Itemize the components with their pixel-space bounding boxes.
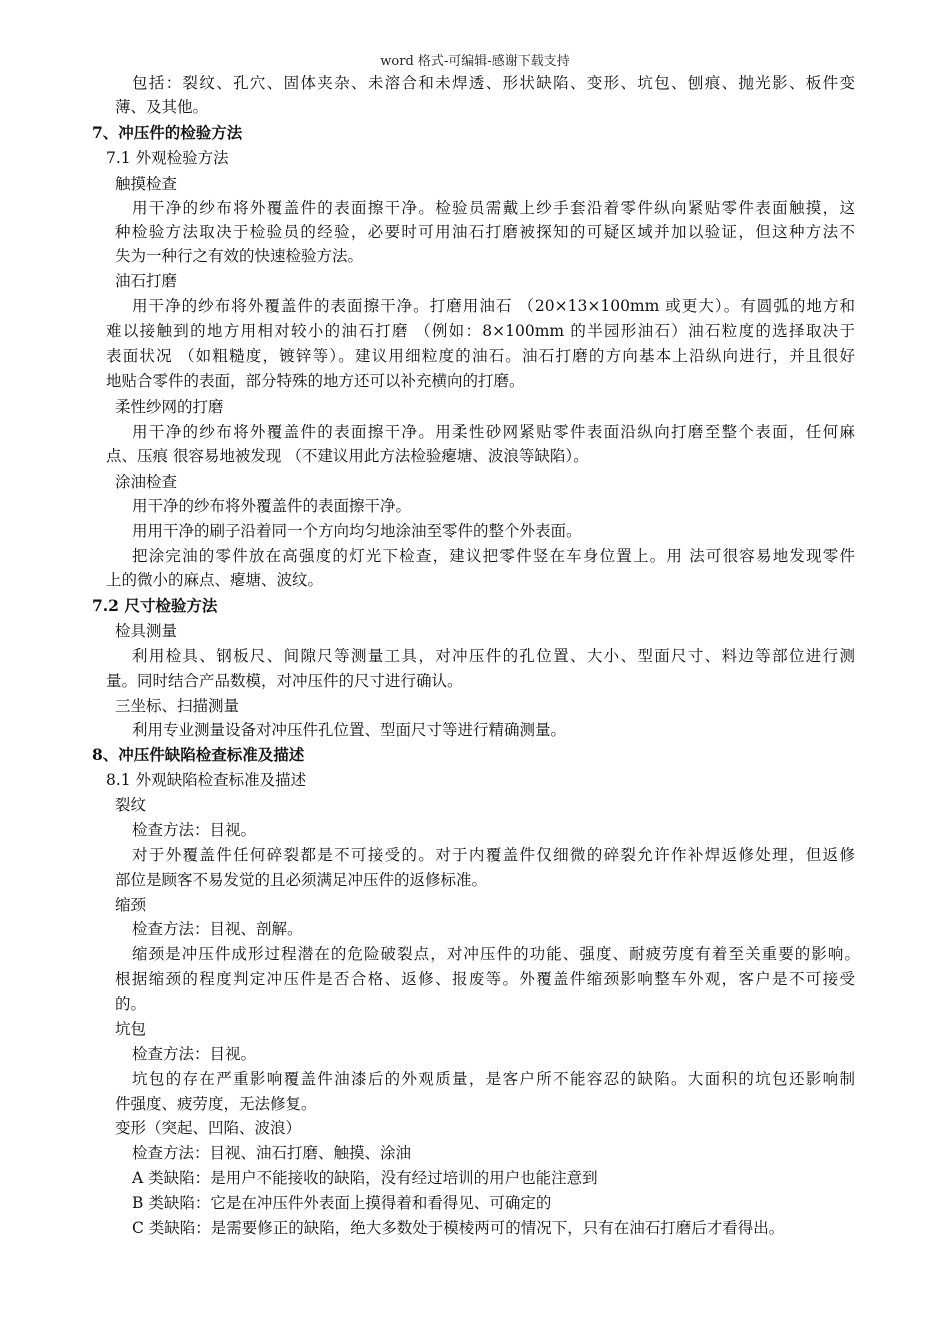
subsection-7-1-heading: 7.1 外观检验方法: [106, 149, 229, 167]
defect-class-c: C 类缺陷：是需要修正的缺陷，绝大多数处于模棱两可的情况下，只有在油石打磨后才看得出。: [132, 1219, 785, 1237]
oiling-line-4: 上的微小的麻点、瘪塘、波纹。: [106, 571, 324, 589]
section-7-heading: 7、冲压件的检验方法: [92, 123, 243, 142]
dent-line-2: 件强度、疲劳度，无法修复。: [115, 1095, 317, 1113]
gauge-line-2: 量。同时结合产品数模，对冲压件的尺寸进行确认。: [106, 672, 463, 690]
oilstone-line-2: 难以接触到的地方用相对较小的油石打磨 （例如：8×100mm 的半园形油石）油石粒度的选择取决于: [106, 322, 855, 340]
touch-line-1: 用干净的纱布将外覆盖件的表面擦干净。检验员需戴上纱手套沿着零件纵向紧贴零件表面触摸，这: [132, 199, 855, 217]
touch-line-2: 种检验方法取决于检验员的经验，必要时可用油石打磨被探知的可疑区域并加以验证，但这种方法不: [115, 223, 855, 241]
necking-method: 检查方法：目视、剖解。: [132, 920, 303, 938]
item-heading-oilstone: 油石打磨: [115, 272, 178, 290]
oiling-line-1: 用干净的纱布将外覆盖件的表面擦干净。: [132, 497, 412, 515]
item-heading-necking: 缩颈: [115, 896, 147, 914]
mesh-line-2: 点、压痕 很容易地被发现 （不建议用此方法检验瘪塘、波浪等缺陷）。: [106, 447, 589, 465]
item-heading-oiling: 涂油检查: [115, 473, 178, 491]
section-8-heading: 8、冲压件缺陷检查标准及描述: [92, 745, 305, 764]
item-heading-gauge: 检具测量: [115, 622, 178, 640]
item-heading-cmm: 三坐标、扫描测量: [115, 697, 240, 715]
mesh-line-1: 用干净的纱布将外覆盖件的表面擦干净。用柔性砂网紧贴零件表面沿纵向打磨至整个表面，任何麻: [132, 423, 855, 441]
touch-line-3: 失为一种行之有效的快速检验方法。: [115, 247, 364, 265]
intro-line-2: 薄、及其他。: [115, 98, 209, 116]
cmm-line-1: 利用专业测量设备对冲压件孔位置、型面尺寸等进行精确测量。: [132, 721, 567, 739]
oiling-line-2: 用用干净的刷子沿着同一个方向均匀地涂油至零件的整个外表面。: [132, 522, 582, 540]
deformation-method: 检查方法：目视、油石打磨、触摸、涂油: [132, 1144, 412, 1162]
dent-method: 检查方法：目视。: [132, 1045, 257, 1063]
oilstone-line-3: 表面状况 （如粗糙度，镀锌等）。建议用细粒度的油石。油石打磨的方向基本上沿纵向进行，并且很好: [106, 347, 855, 365]
crack-line-2: 部位是顾客不易发觉的且必须满足冲压件的返修标准。: [115, 871, 488, 889]
necking-line-2: 根据缩颈的程度判定冲压件是否合格、返修、报废等。外覆盖件缩颈影响整车外观，客户是不可接受: [115, 970, 855, 988]
necking-line-3: 的。: [115, 995, 147, 1013]
oilstone-line-1: 用干净的纱布将外覆盖件的表面擦干净。打磨用油石 （20×13×100mm 或更大）。有圆弧的地方和: [132, 297, 855, 315]
defect-class-a: A 类缺陷：是用户不能接收的缺陷，没有经过培训的用户也能注意到: [132, 1169, 598, 1187]
page-header: word 格式-可编辑-感谢下载支持: [380, 54, 570, 69]
necking-line-1: 缩颈是冲压件成形过程潜在的危险破裂点，对冲压件的功能、强度、耐疲劳度有着至关重要的影响。: [132, 945, 860, 963]
item-heading-deformation: 变形（突起、凹陷、波浪）: [115, 1119, 302, 1137]
item-heading-touch: 触摸检查: [115, 175, 178, 193]
oilstone-line-4: 地贴合零件的表面，部分特殊的地方还可以补充横向的打磨。: [106, 372, 525, 390]
intro-line-1: 包括：裂纹、孔穴、固体夹杂、未溶合和未焊透、形状缺陷、变形、坑包、刨痕、抛光影、板件变: [132, 74, 855, 92]
crack-line-1: 对于外覆盖件任何碎裂都是不可接受的。对于内覆盖件仅细微的碎裂允许作补焊返修处理，但返修: [132, 846, 855, 864]
item-heading-mesh: 柔性纱网的打磨: [115, 398, 224, 416]
item-heading-crack: 裂纹: [115, 796, 147, 814]
gauge-line-1: 利用检具、钢板尺、间隙尺等测量工具，对冲压件的孔位置、大小、型面尺寸、料边等部位进行测: [132, 647, 855, 665]
subsection-8-1-heading: 8.1 外观缺陷检查标准及描述: [106, 771, 307, 789]
item-heading-dent: 坑包: [115, 1020, 147, 1038]
oiling-line-3: 把涂完油的零件放在高强度的灯光下检查，建议把零件竖在车身位置上。用 法可很容易地发现零件: [132, 547, 855, 565]
dent-line-1: 坑包的存在严重影响覆盖件油漆后的外观质量，是客户所不能容忍的缺陷。大面积的坑包还影响制: [132, 1070, 855, 1088]
crack-method: 检查方法：目视。: [132, 821, 257, 839]
defect-class-b: B 类缺陷：它是在冲压件外表面上摸得着和看得见、可确定的: [132, 1194, 552, 1212]
subsection-7-2-heading: 7.2 尺寸检验方法: [92, 596, 218, 615]
